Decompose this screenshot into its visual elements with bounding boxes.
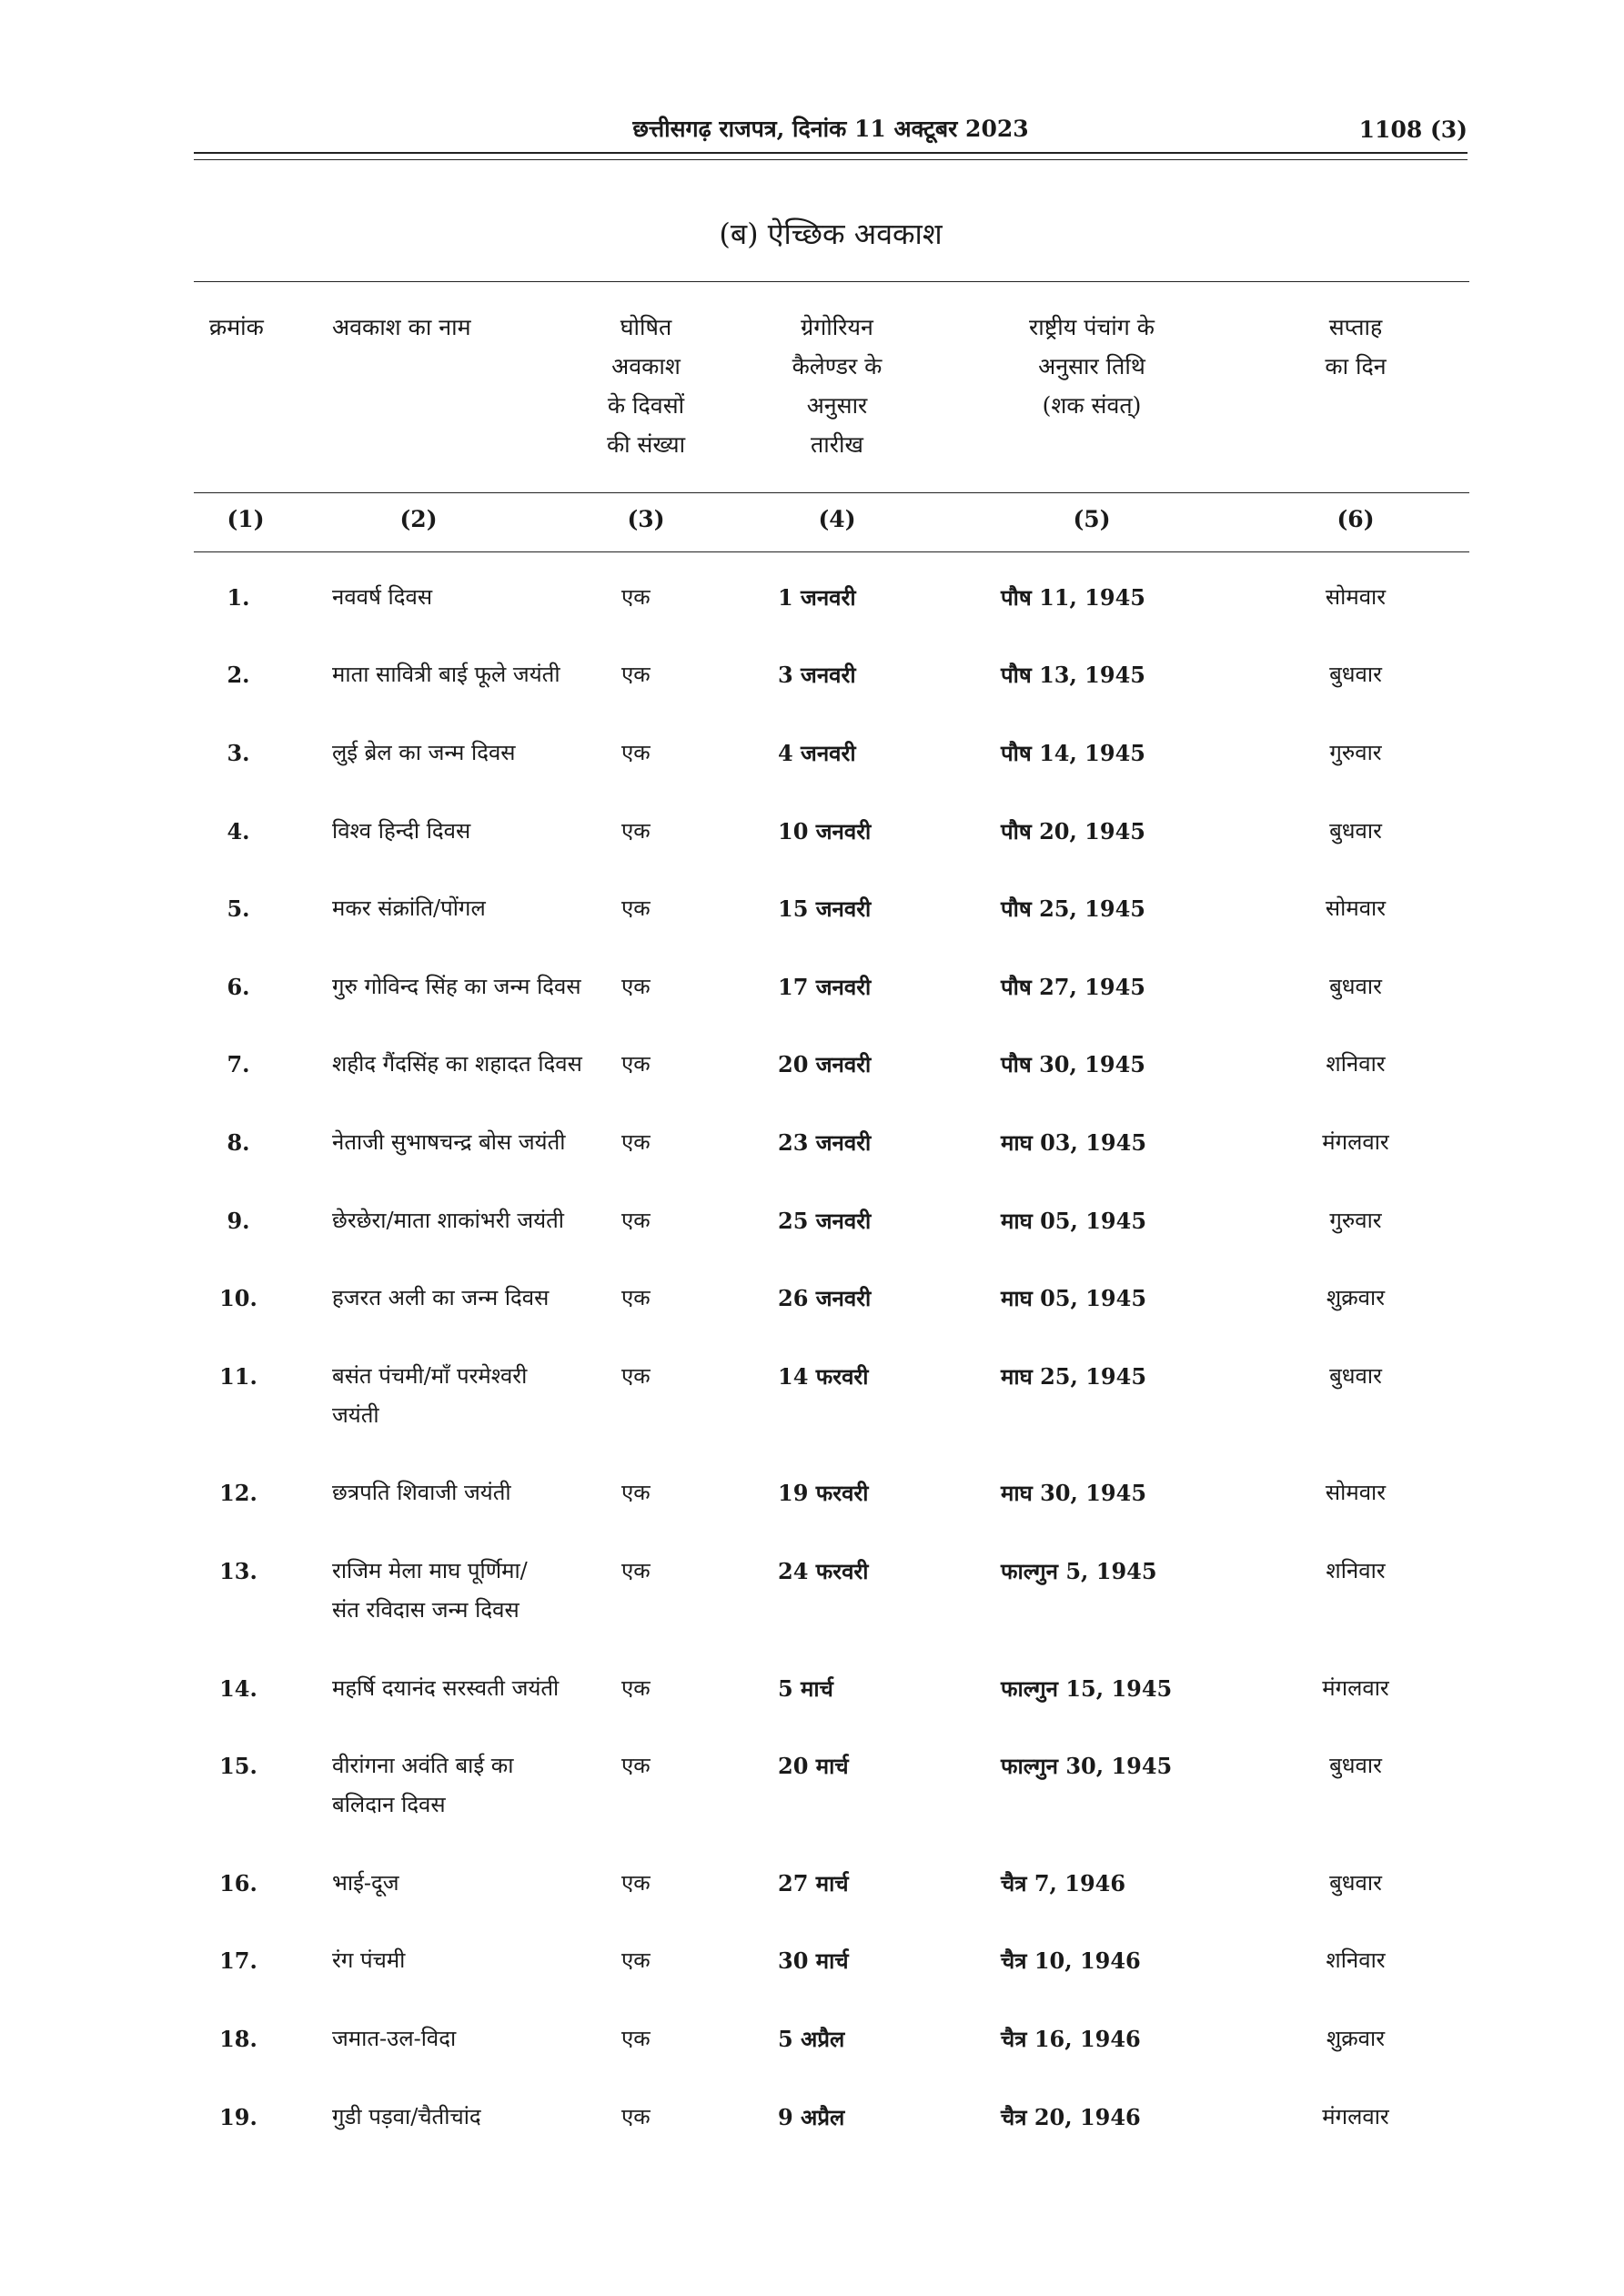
day-count-cell: एक — [621, 1870, 651, 1896]
saka-date-cell: माघ 25, 1945 — [1001, 1363, 1147, 1390]
col-number: (6) — [1337, 506, 1375, 532]
day-count-cell: एक — [621, 1480, 651, 1505]
holiday-name-cell: गुडी पड़वा/चैतीचांद — [332, 2104, 481, 2129]
day-count-cell: एक — [621, 895, 651, 921]
holiday-name-cell: छेरछेरा/माता शाकांभरी जयंती — [332, 1208, 565, 1233]
holiday-name-cell: शहीद गैंदसिंह का शहादत दिवस — [332, 1051, 582, 1077]
col-head-gregorian: ग्रेगोरियन कैलेण्डर के अनुसार तारीख — [792, 314, 883, 458]
table-row — [0, 1473, 1624, 1528]
col-number: (4) — [818, 506, 856, 532]
weekday-cell: शनिवार — [1326, 1558, 1386, 1583]
day-count-cell: एक — [621, 662, 651, 687]
day-count-cell: एक — [621, 584, 651, 610]
saka-date-cell: पौष 20, 1945 — [1001, 818, 1145, 845]
weekday-cell: मंगलवार — [1322, 1129, 1389, 1155]
table-row — [0, 1279, 1624, 1333]
weekday-cell: बुधवार — [1329, 1753, 1382, 1778]
holiday-name-cell: माता सावित्री बाई फूले जयंती — [332, 662, 560, 687]
saka-date-cell: माघ 05, 1945 — [1001, 1285, 1147, 1311]
day-count-cell: एक — [621, 1558, 651, 1583]
table-row — [0, 1552, 1624, 1623]
table-row — [0, 2098, 1624, 2152]
serial-cell: 2. — [227, 662, 250, 688]
serial-cell: 13. — [219, 1558, 257, 1584]
saka-date-cell: चैत्र 16, 1946 — [1001, 2026, 1141, 2052]
holiday-name-cell: गुरु गोविन्द सिंह का जन्म दिवस — [332, 974, 581, 999]
holiday-name-cell: नववर्ष दिवस — [332, 584, 433, 610]
gregorian-date-cell: 10 जनवरी — [778, 818, 872, 845]
gregorian-date-cell: 5 अप्रैल — [778, 2026, 845, 2052]
holiday-name-cell: मकर संक्रांति/पोंगल — [332, 895, 486, 921]
holiday-name-cell: नेताजी सुभाषचन्द्र बोस जयंती — [332, 1129, 566, 1155]
holiday-name-cell: भाई-दूज — [332, 1870, 399, 1896]
saka-date-cell: पौष 13, 1945 — [1001, 662, 1145, 688]
col-number: (1) — [227, 506, 265, 532]
gregorian-date-cell: 20 मार्च — [778, 1753, 849, 1779]
section-title: (ब) ऐच्छिक अवकाश — [719, 217, 943, 251]
gregorian-date-cell: 5 मार्च — [778, 1675, 833, 1702]
col-number: (5) — [1073, 506, 1111, 532]
gregorian-date-cell: 25 जनवरी — [778, 1208, 872, 1234]
serial-cell: 16. — [219, 1870, 257, 1896]
table-row — [0, 1669, 1624, 1724]
holiday-name-cell: बसंत पंचमी/माँ परमेश्वरी जयंती — [332, 1363, 528, 1428]
weekday-cell: गुरुवार — [1329, 1208, 1382, 1233]
gregorian-date-cell: 3 जनवरी — [778, 662, 856, 688]
holiday-name-cell: रंग पंचमी — [332, 1947, 406, 1973]
column-number-rule — [194, 551, 1469, 552]
gregorian-date-cell: 23 जनवरी — [778, 1129, 872, 1156]
serial-cell: 15. — [219, 1753, 257, 1779]
weekday-cell: शुक्रवार — [1326, 2026, 1386, 2051]
gregorian-date-cell: 27 मार्च — [778, 1870, 849, 1896]
weekday-cell: मंगलवार — [1322, 1675, 1389, 1701]
day-count-cell: एक — [621, 818, 651, 844]
gazette-title: छत्तीसगढ़ राजपत्र, दिनांक 11 अक्टूबर 2023 — [632, 116, 1029, 142]
day-count-cell: एक — [621, 1208, 651, 1233]
table-row — [0, 2019, 1624, 2074]
gregorian-date-cell: 20 जनवरी — [778, 1051, 872, 1077]
gregorian-date-cell: 30 मार्च — [778, 1947, 849, 1974]
saka-date-cell: पौष 25, 1945 — [1001, 895, 1145, 922]
table-row — [0, 1045, 1624, 1099]
weekday-cell: बुधवार — [1329, 1363, 1382, 1389]
serial-cell: 1. — [227, 584, 250, 611]
weekday-cell: बुधवार — [1329, 662, 1382, 687]
weekday-cell: शनिवार — [1326, 1947, 1386, 1973]
holiday-name-cell: छत्रपति शिवाजी जयंती — [332, 1480, 511, 1505]
header-rule — [194, 152, 1468, 154]
saka-date-cell: पौष 11, 1945 — [1001, 584, 1145, 611]
serial-cell: 18. — [219, 2026, 257, 2052]
saka-date-cell: पौष 30, 1945 — [1001, 1051, 1145, 1077]
serial-cell: 9. — [227, 1208, 250, 1234]
saka-date-cell: चैत्र 7, 1946 — [1001, 1870, 1126, 1896]
day-count-cell: एक — [621, 740, 651, 765]
gregorian-date-cell: 17 जनवरी — [778, 974, 872, 1000]
day-count-cell: एक — [621, 2026, 651, 2051]
holiday-name-cell: जमात-उल-विदा — [332, 2026, 457, 2051]
weekday-cell: सोमवार — [1325, 584, 1387, 610]
table-row — [0, 812, 1624, 866]
saka-date-cell: चैत्र 20, 1946 — [1001, 2104, 1141, 2130]
col-head-name: अवकाश का नाम — [332, 314, 471, 340]
gregorian-date-cell: 4 जनवरी — [778, 740, 856, 766]
table-row — [0, 967, 1624, 1022]
gregorian-date-cell: 19 फरवरी — [778, 1480, 869, 1506]
serial-cell: 12. — [219, 1480, 257, 1506]
serial-cell: 17. — [219, 1947, 257, 1974]
gregorian-date-cell: 9 अप्रैल — [778, 2104, 845, 2130]
gregorian-date-cell: 26 जनवरी — [778, 1285, 872, 1311]
serial-cell: 7. — [227, 1051, 250, 1077]
saka-date-cell: माघ 05, 1945 — [1001, 1208, 1147, 1234]
holiday-name-cell: हजरत अली का जन्म दिवस — [332, 1285, 550, 1310]
col-number: (3) — [627, 506, 665, 532]
serial-cell: 11. — [219, 1363, 257, 1390]
holiday-name-cell: राजिम मेला माघ पूर्णिमा/ संत रविदास जन्म दिवस — [332, 1558, 528, 1623]
serial-cell: 5. — [227, 895, 250, 922]
gregorian-date-cell: 14 फरवरी — [778, 1363, 869, 1390]
day-count-cell: एक — [621, 1363, 651, 1389]
table-top-rule — [194, 281, 1469, 282]
table-row — [0, 1746, 1624, 1817]
saka-date-cell: माघ 03, 1945 — [1001, 1129, 1147, 1156]
col-head-serial: क्रमांक — [209, 314, 264, 340]
day-count-cell: एक — [621, 1753, 651, 1778]
holiday-name-cell: विश्व हिन्दी दिवस — [332, 818, 471, 844]
weekday-cell: मंगलवार — [1322, 2104, 1389, 2129]
serial-cell: 3. — [227, 740, 250, 766]
table-row — [0, 1864, 1624, 1918]
day-count-cell: एक — [621, 1285, 651, 1310]
saka-date-cell: माघ 30, 1945 — [1001, 1480, 1147, 1506]
weekday-cell: बुधवार — [1329, 1870, 1382, 1896]
header-rule-secondary — [194, 159, 1468, 160]
table-row — [0, 1357, 1624, 1428]
day-count-cell: एक — [621, 1129, 651, 1155]
col-number: (2) — [399, 506, 438, 532]
saka-date-cell: फाल्गुन 5, 1945 — [1001, 1558, 1157, 1584]
weekday-cell: बुधवार — [1329, 818, 1382, 844]
header-bottom-rule — [194, 492, 1469, 493]
gregorian-date-cell: 15 जनवरी — [778, 895, 872, 922]
day-count-cell: एक — [621, 1947, 651, 1973]
saka-date-cell: फाल्गुन 30, 1945 — [1001, 1753, 1173, 1779]
saka-date-cell: पौष 27, 1945 — [1001, 974, 1145, 1000]
table-row — [0, 1123, 1624, 1178]
weekday-cell: सोमवार — [1325, 895, 1387, 921]
serial-cell: 14. — [219, 1675, 257, 1702]
weekday-cell: बुधवार — [1329, 974, 1382, 999]
day-count-cell: एक — [621, 1051, 651, 1077]
saka-date-cell: फाल्गुन 15, 1945 — [1001, 1675, 1173, 1702]
day-count-cell: एक — [621, 1675, 651, 1701]
day-count-cell: एक — [621, 2104, 651, 2129]
table-row — [0, 1941, 1624, 1996]
weekday-cell: गुरुवार — [1329, 740, 1382, 765]
weekday-cell: शनिवार — [1326, 1051, 1386, 1077]
serial-cell: 8. — [227, 1129, 250, 1156]
table-row — [0, 733, 1624, 788]
col-head-count: घोषित अवकाश के दिवसों की संख्या — [606, 314, 686, 458]
table-row — [0, 655, 1624, 710]
gregorian-date-cell: 24 फरवरी — [778, 1558, 869, 1584]
page-header — [194, 109, 1468, 155]
serial-cell: 6. — [227, 974, 250, 1000]
table-row — [0, 578, 1624, 632]
col-head-saka: राष्ट्रीय पंचांग के अनुसार तिथि (शक संवत्) — [1029, 314, 1155, 419]
holiday-name-cell: लुई ब्रेल का जन्म दिवस — [332, 740, 516, 765]
holiday-name-cell: वीरांगना अवंति बाई का बलिदान दिवस — [332, 1753, 514, 1817]
day-count-cell: एक — [621, 974, 651, 999]
page-number: 1108 (3) — [1358, 116, 1468, 143]
weekday-cell: सोमवार — [1325, 1480, 1387, 1505]
weekday-cell: शुक्रवार — [1326, 1285, 1386, 1310]
serial-cell: 19. — [219, 2104, 257, 2130]
gregorian-date-cell: 1 जनवरी — [778, 584, 856, 611]
table-row — [0, 1201, 1624, 1256]
serial-cell: 4. — [227, 818, 250, 845]
table-row — [0, 889, 1624, 944]
serial-cell: 10. — [219, 1285, 257, 1311]
holiday-name-cell: महर्षि दयानंद सरस्वती जयंती — [332, 1675, 560, 1701]
saka-date-cell: पौष 14, 1945 — [1001, 740, 1145, 766]
col-head-weekday: सप्ताह का दिन — [1325, 314, 1387, 379]
saka-date-cell: चैत्र 10, 1946 — [1001, 1947, 1141, 1974]
